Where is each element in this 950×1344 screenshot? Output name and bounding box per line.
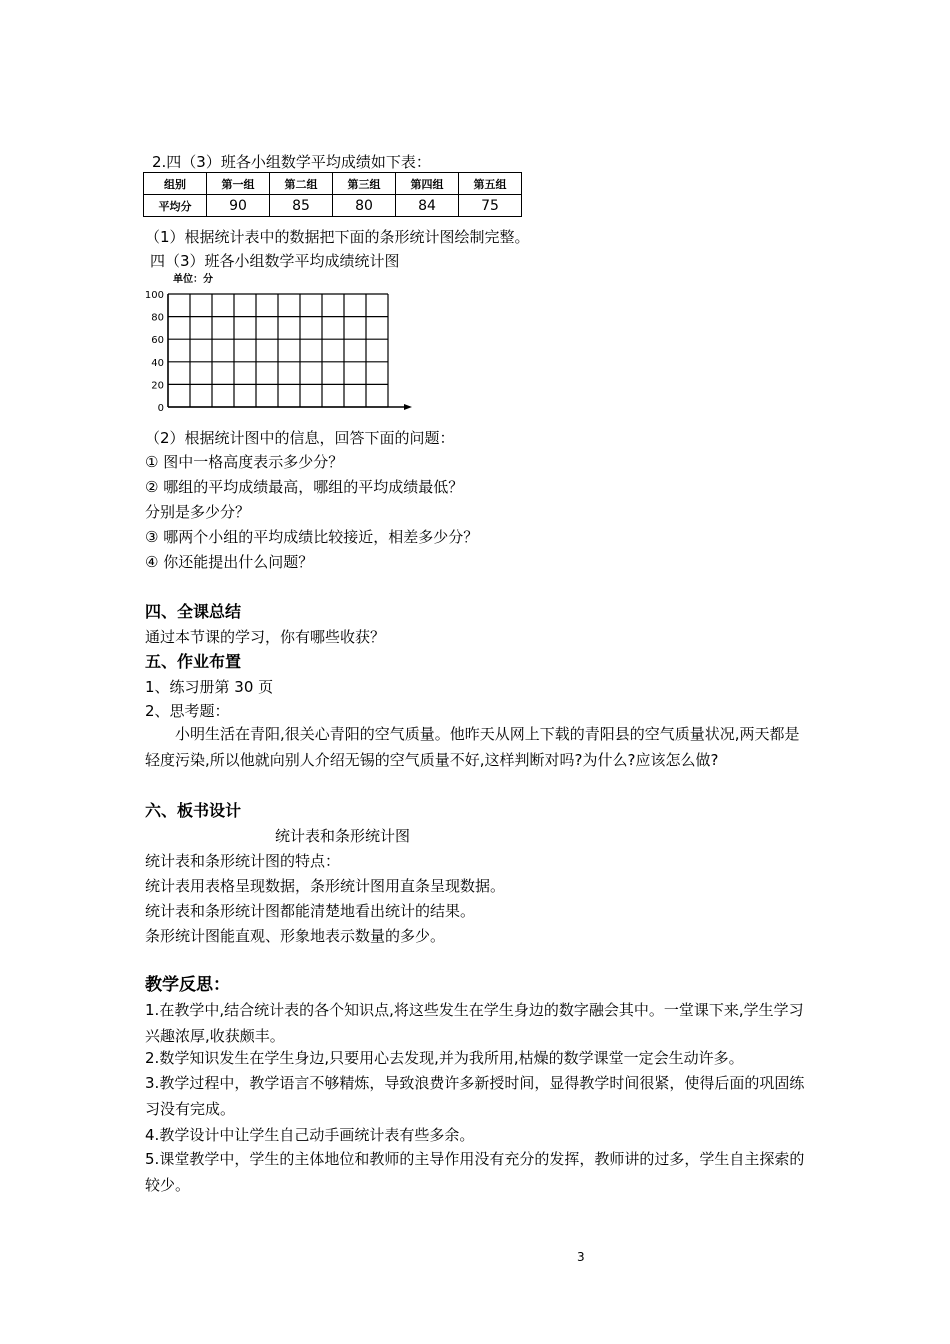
reflection-item bbox=[145, 1122, 810, 1148]
question-2-item: ③ 哪两个小组的平均成绩比较接近，相差多少分？ bbox=[145, 528, 479, 546]
bar-chart bbox=[140, 270, 420, 415]
section-4-heading: 四、全课总结 bbox=[145, 602, 242, 621]
thinking-problem: 小明生活在青阳,很关心青阳的空气质量。他昨天从网上下载的青阳县的空气质量状况,两天都是轻度污染,所以他就向别人介绍无锡的空气质量不好,这样判断对吗?为什么?应该怎么做? bbox=[145, 725, 800, 769]
reflection-num: 3. bbox=[145, 1074, 160, 1092]
board-line: 条形统计图能直观、形象地表示数量的多少。 bbox=[145, 927, 446, 945]
reflection-text: 在教学中,结合统计表的各个知识点,将这些发生在学生身边的数字融会其中。一堂课下来,学生学习兴趣浓厚,收获颇丰。 bbox=[145, 1001, 804, 1045]
table-row bbox=[144, 195, 522, 217]
section-6-heading: 六、板书设计 bbox=[145, 801, 242, 820]
score-table bbox=[143, 172, 522, 217]
board-line: 统计表用表格呈现数据，条形统计图用直条呈现数据。 bbox=[145, 877, 506, 895]
reflection-text: 教学过程中，教学语言不够精炼，导致浪费许多新授时间，显得教学时间很紧，使得后面的巩固练习没有完成。 bbox=[145, 1074, 805, 1118]
question-2-item: ④ 你还能提出什么问题？ bbox=[145, 553, 314, 571]
table-header-cell: 第五组 bbox=[459, 173, 522, 195]
reflection-item bbox=[145, 1146, 810, 1198]
chart-grid bbox=[168, 294, 388, 407]
reflection-item bbox=[145, 1045, 810, 1071]
question-2-item: 分别是多少分？ bbox=[145, 503, 251, 521]
table-header-cell: 第一组 bbox=[207, 173, 270, 195]
chart-unit-label: 单位：分 bbox=[173, 274, 213, 285]
chart-title: 四（3）班各小组数学平均成绩统计图 bbox=[150, 252, 400, 270]
table-header-row bbox=[144, 173, 522, 195]
question-2-item: ② 哪组的平均成绩最高，哪组的平均成绩最低？ bbox=[145, 478, 464, 496]
homework-item: 1、练习册第 30 页 bbox=[145, 678, 274, 696]
table-cell: 85 bbox=[270, 195, 333, 217]
reflection-num: 1. bbox=[145, 1001, 160, 1019]
reflection-item bbox=[145, 1070, 810, 1122]
x-axis-arrow bbox=[404, 404, 412, 410]
y-tick-label: 100 bbox=[144, 290, 164, 301]
chart-y-ticks bbox=[145, 290, 164, 414]
board-title: 统计表和条形统计图 bbox=[275, 827, 411, 845]
y-tick-label: 60 bbox=[151, 335, 164, 347]
reflection-num: 2. bbox=[145, 1049, 160, 1067]
table-cell: 75 bbox=[459, 195, 522, 217]
table-cell: 80 bbox=[333, 195, 396, 217]
question-2-item: ① 图中一格高度表示多少分？ bbox=[145, 453, 344, 471]
question-1: （1）根据统计表中的数据把下面的条形统计图绘制完整。 bbox=[145, 228, 530, 246]
y-tick-label: 0 bbox=[157, 403, 164, 414]
reflection-text: 课堂教学中，学生的主体地位和教师的主导作用没有充分的发挥，教师讲的过多，学生自主探索的较少。 bbox=[145, 1150, 805, 1194]
reflection-num: 5. bbox=[145, 1150, 160, 1168]
y-tick-label: 80 bbox=[151, 312, 164, 324]
table-row-label: 平均分 bbox=[144, 195, 207, 217]
reflection-num: 4. bbox=[145, 1126, 160, 1144]
reflection-heading: 教学反思： bbox=[145, 975, 230, 995]
question-2: （2）根据统计图中的信息，回答下面的问题： bbox=[145, 429, 455, 447]
y-tick-label: 20 bbox=[151, 380, 164, 392]
table-cell: 84 bbox=[396, 195, 459, 217]
section-5-heading: 五、作业布置 bbox=[145, 652, 242, 671]
table-cell: 90 bbox=[207, 195, 270, 217]
page-number: 3 bbox=[577, 1250, 585, 1264]
table-header-cell: 第三组 bbox=[333, 173, 396, 195]
section-4-text: 通过本节课的学习，你有哪些收获？ bbox=[145, 628, 386, 646]
exercise-intro: 2.四（3）班各小组数学平均成绩如下表： bbox=[152, 153, 431, 171]
table-header-cell: 组别 bbox=[144, 173, 207, 195]
board-line: 统计表和条形统计图的特点： bbox=[145, 852, 341, 870]
reflection-item bbox=[145, 997, 810, 1049]
table-header-cell: 第四组 bbox=[396, 173, 459, 195]
y-tick-label: 40 bbox=[151, 357, 164, 369]
reflection-text: 教学设计中让学生自己动手画统计表有些多余。 bbox=[159, 1126, 475, 1144]
table-header-cell: 第二组 bbox=[270, 173, 333, 195]
reflection-text: 数学知识发生在学生身边,只要用心去发现,并为我所用,枯燥的数学课堂一定会生动许多。 bbox=[159, 1049, 744, 1067]
homework-item: 2、思考题： bbox=[145, 702, 230, 720]
board-line: 统计表和条形统计图都能清楚地看出统计的结果。 bbox=[145, 902, 476, 920]
